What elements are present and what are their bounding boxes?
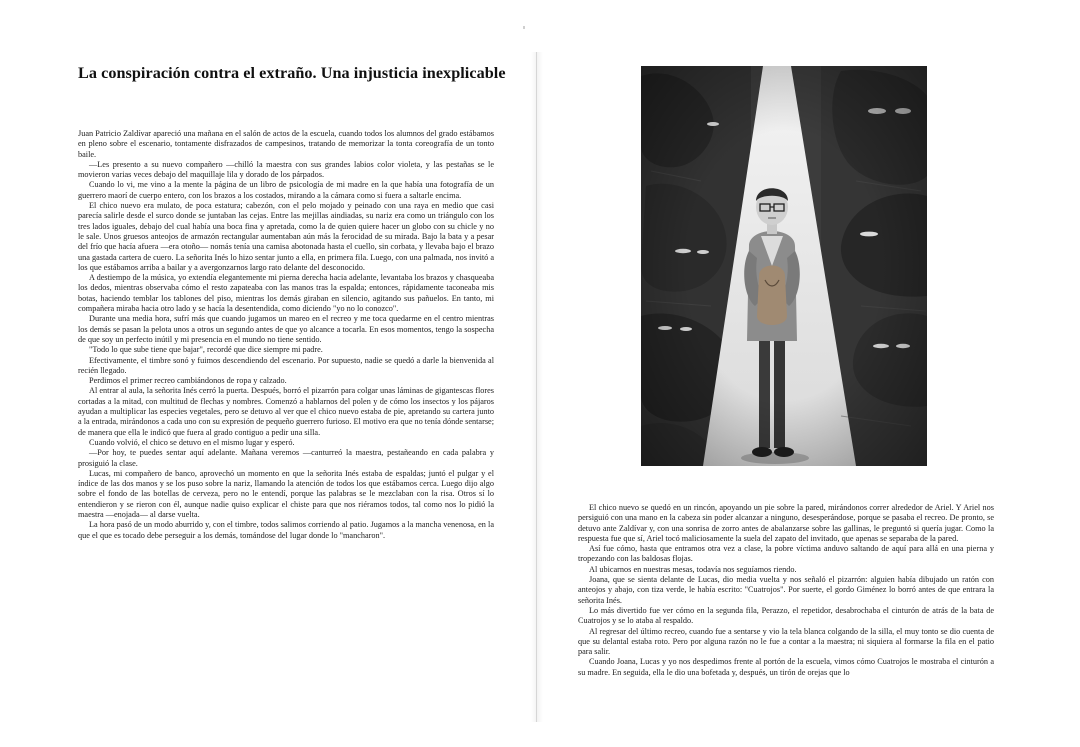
paragraph: Al regresar del último recreo, cuando fue a sentarse y vio la tela blanca colgando de la silla, el muy tonto se dio cuenta de que su delantal estaba roto. Pero por alguna razón no le fue a contar a la maestra; ni siquiera al formarse la fila en el patio para salir. <box>578 626 994 657</box>
illustration-boy-in-spotlight <box>641 66 927 466</box>
paragraph: Juan Patricio Zaldívar apareció una mañana en el salón de actos de la escuela, cuando todos los alumnos del grado estábamos en pleno sobre el escenario, tontamente disfrazados de campesinos, tratando de memorizar la tonta coreografía de un tonto baile. <box>78 129 494 159</box>
paragraph: Cuando volvió, el chico se detuvo en el mismo lugar y esperó. <box>89 437 295 447</box>
gutter-shadow <box>531 52 543 722</box>
chapter-title: La conspiración contra el extraño. Una injusticia inexplicable <box>78 64 506 82</box>
left-page-text <box>78 129 494 541</box>
paragraph: "Todo lo que sube tiene que bajar", recordé que dice siempre mi padre. <box>89 345 323 355</box>
paragraph: A destiempo de la música, yo extendía elegantemente mi pierna derecha hacia adelante, levantaba los brazos y chasqueaba los dedos, mientras observaba cómo el resto zapateaba con las manos tras la espalda; entonces, rápidamente taconeaba mis botas, haciendo temblar los tablones del piso, mientras los demás giraban en silencio, agitando sus pañuelos. En tanto, mi compañera miraba hacia otro lado y se hacía la desentendida, como diciendo "yo no lo conozco". <box>78 273 494 314</box>
page-gutter <box>536 52 537 722</box>
right-page-text <box>578 503 994 678</box>
paragraph: Joana, que se sienta delante de Lucas, dio media vuelta y nos señaló el pizarrón: alguien había dibujado un ratón con anteojos y abajo, con tiza verde, le había escrito: "Cuatrojos". Por suerte, el gordo Giménez lo borró antes de que entrara la señorita Inés. <box>578 575 994 605</box>
paragraph: La hora pasó de un modo aburrido y, con el timbre, todos salimos corriendo al patio. Jugamos a la mancha venenosa, en la que el que es tocado debe perseguir a los demás, tomándose del lugar donde lo "mancharon". <box>78 520 494 540</box>
paragraph: —Les presento a su nuevo compañero —chilló la maestra con sus grandes labios color violeta, y las pestañas se le movieron varias veces debajo del maquillaje lila y dorado de los párpados. <box>78 159 494 180</box>
paragraph: Lo más divertido fue ver cómo en la segunda fila, Perazzo, el repetidor, desabrochaba el cinturón de atrás de la bata de Cuatrojos y se lo ataba al respaldo. <box>578 605 994 626</box>
paragraph: Cuando Joana, Lucas y yo nos despedimos frente al portón de la escuela, vimos cómo Cuatrojos le mostraba el cinturón a su madre. En seguida, ella le dio una bofetada y, después, un tirón de orejas que lo <box>578 657 994 677</box>
fold-mark <box>523 26 525 29</box>
paragraph: Perdimos el primer recreo cambiándonos de ropa y calzado. <box>89 376 287 386</box>
paragraph: Al entrar al aula, la señorita Inés cerró la puerta. Después, borró el pizarrón para colgar unas láminas de gigantescas flores cortadas a la mitad, con multitud de flechas y nombres. Comenzó a hablarnos del polen y de cómo los insectos y los pájaros ayudan a multiplicar las especies vegetales, pero se detuvo al ver que el chico nuevo estaba de pie, apretando su cartera junto a la entrada, mirándonos a cada uno con su expresión de pequeño guerrero furioso. El motivo era que no tenía dónde sentarse; de manera que ella le indicó que fuera al grado contiguo a pedir una silla. <box>78 386 494 437</box>
paragraph: Durante una media hora, sufrí más que cuando jugamos un mareo en el recreo y me toca quedarme en el centro mientras los demás se pasan la pelota unos a otros un segundo antes de que yo alcance a tocarla. En esos momentos, tengo la sospecha de que soy un perfecto inútil y mi presencia en el mundo no tiene sentido. <box>78 314 494 344</box>
paragraph: Al ubicarnos en nuestras mesas, todavía nos seguíamos riendo. <box>589 564 797 574</box>
paragraph: Así fue cómo, hasta que entramos otra vez a clase, la pobre víctima anduvo saltando de aquí para allá en una pierna y tropezando con las baldosas flojas. <box>578 544 994 564</box>
paragraph: Cuando lo vi, me vino a la mente la página de un libro de psicología de mi madre en la que había una fotografía de un guerrero maorí de cuerpo entero, con los brazos a los costados, mirando a la cámara como si fuera a saltarle encima. <box>78 180 494 200</box>
paragraph: —Por hoy, te puedes sentar aquí adelante. Mañana veremos —canturreó la maestra, pestañeando en cada palabra y prosiguió la clase. <box>78 448 494 468</box>
paragraph: El chico nuevo se quedó en un rincón, apoyando un pie sobre la pared, mirándonos correr alrededor de Ariel. Y Ariel nos persiguió con una mano en la cabeza sin poder alcanzar a ninguno, desesperándose, porque se pasaba el recreo. De pronto, se detuvo ante Zaldívar y, con una sonrisa de zorro antes de abalanzarse sobre las gallinas, le preguntó si quería jugar. Como la respuesta fue que sí, Ariel tocó maliciosamente la suela del zapato del invitado, que apenas se separaba de la pared. <box>578 503 994 543</box>
paragraph: El chico nuevo era mulato, de poca estatura; cabezón, con el pelo mojado y peinado con una raya en medio que casi parecía salirle desde el surco donde se juntaban las cejas. Entre las mejillas aindiadas, su nariz era como un triángulo con los tres lados iguales, debajo del cual había una boca fina y apretada, como la de quien quiere hacer un globo con su chicle y no le sale. Unos gruesos anteojos de armazón rectangular aumentaban aún más la ferocidad de su mirada. Bajo la bata y a pesar del frío que hacía afuera —era otoño— nomás tenía una camisa abotonada hasta el cuello, sin corbata, y llevaba bajo el brazo una gastada cartera de cuero. La señorita Inés lo hizo sentar junto a ella, en primera fila. Luego, con una palmada, nos invitó a los que estábamos arriba a bailar y a avergonzarnos largo rato delante del desconocido. <box>78 201 495 272</box>
paragraph: Lucas, mi compañero de banco, aprovechó un momento en que la señorita Inés estaba de espaldas; juntó el pulgar y el índice de las dos manos y se los puso sobre la nariz, llamando la atención de todos los que estábamos cerca. Luego dijo algo sobre el fondo de las botellas de cerveza, pero no le entendí, porque las palabras se le mezclaban con la risa. Otros sí lo entendieron y se rieron con él, aunque nadie quiso explicar el chiste para que nos riéramos todos, tal como nos lo pidió la maestra —enojada— al darse vuelta. <box>78 468 494 519</box>
paragraph: Efectivamente, el timbre sonó y fuimos descendiendo del escenario. Por supuesto, nadie se quedó a darle la bienvenida al recién llegado. <box>78 355 494 375</box>
